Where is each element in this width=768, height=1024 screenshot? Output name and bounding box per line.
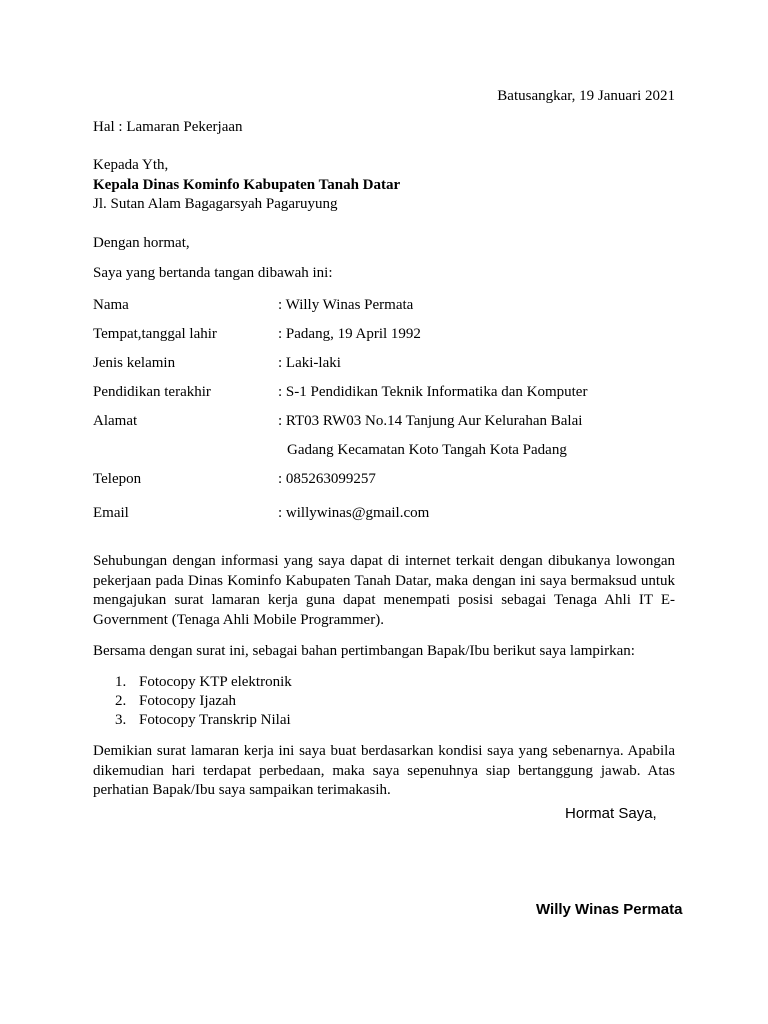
attachments-intro: Bersama dengan surat ini, sebagai bahan pertimbangan Bapak/Ibu berikut saya lampirkan: xyxy=(93,643,635,659)
field-label-ttl: Tempat,tanggal lahir xyxy=(93,326,217,342)
attachment-number: 1. xyxy=(115,674,127,690)
field-value-ttl: : Padang, 19 April 1992 xyxy=(278,326,421,342)
field-value-jenis-kelamin: : Laki-laki xyxy=(278,355,341,371)
field-label-jenis-kelamin: Jenis kelamin xyxy=(93,355,176,371)
field-label-pendidikan: Pendidikan terakhir xyxy=(93,384,211,400)
signer-name: Willy Winas Permata xyxy=(536,901,683,918)
field-label-alamat: Alamat xyxy=(93,413,138,429)
field-value-nama: : Willy Winas Permata xyxy=(278,297,414,313)
closing-paragraph: Demikian surat lamaran kerja ini saya buat berdasarkan kondisi saya yang sebenarnya. Apabila dikemudian hari terdapat perbedaan, maka saya sepenuhnya siap bertanggung jawab. Atas perhatian Bapak/Ibu saya sampaikan terimakasih. xyxy=(93,743,675,798)
field-value-telepon: : 085263099257 xyxy=(278,471,376,487)
body-paragraph: Sehubungan dengan informasi yang saya dapat di internet terkait dengan dibukanya lowongan pekerjaan pada Dinas Kominfo Kabupaten Tanah Datar, maka dengan ini saya bermaksud untuk mengajukan surat lamaran kerja guna dapat menempati posisi sebagai Tenaga Ahli IT E-Government (Tenaga Ahli Mobile Programmer). xyxy=(93,553,675,628)
subject-line: Hal : Lamaran Pekerjaan xyxy=(93,119,243,135)
attachment-item: Fotocopy Transkrip Nilai xyxy=(139,712,291,728)
field-label-nama: Nama xyxy=(93,297,129,313)
place-date: Batusangkar, 19 Januari 2021 xyxy=(497,88,675,104)
field-value-alamat-line2: Gadang Kecamatan Koto Tangah Kota Padang xyxy=(287,442,567,458)
field-label-email: Email xyxy=(93,505,129,521)
recipient-address: Jl. Sutan Alam Bagagarsyah Pagaruyung xyxy=(93,196,338,212)
field-label-telepon: Telepon xyxy=(93,471,142,487)
salutation: Dengan hormat, xyxy=(93,235,190,251)
recipient-greeting: Kepada Yth, xyxy=(93,157,169,173)
attachment-item: Fotocopy KTP elektronik xyxy=(139,674,292,690)
attachment-number: 2. xyxy=(115,693,127,709)
field-value-pendidikan: : S-1 Pendidikan Teknik Informatika dan Komputer xyxy=(278,384,588,400)
field-value-email: : willywinas@gmail.com xyxy=(278,505,430,521)
attachment-number: 3. xyxy=(115,712,127,728)
recipient-title: Kepala Dinas Kominfo Kabupaten Tanah Datar xyxy=(93,177,401,193)
attachment-item: Fotocopy Ijazah xyxy=(139,693,237,709)
intro-text: Saya yang bertanda tangan dibawah ini: xyxy=(93,265,333,281)
field-value-alamat-line1: : RT03 RW03 No.14 Tanjung Aur Kelurahan Balai xyxy=(278,413,583,429)
sign-off: Hormat Saya, xyxy=(565,805,657,822)
